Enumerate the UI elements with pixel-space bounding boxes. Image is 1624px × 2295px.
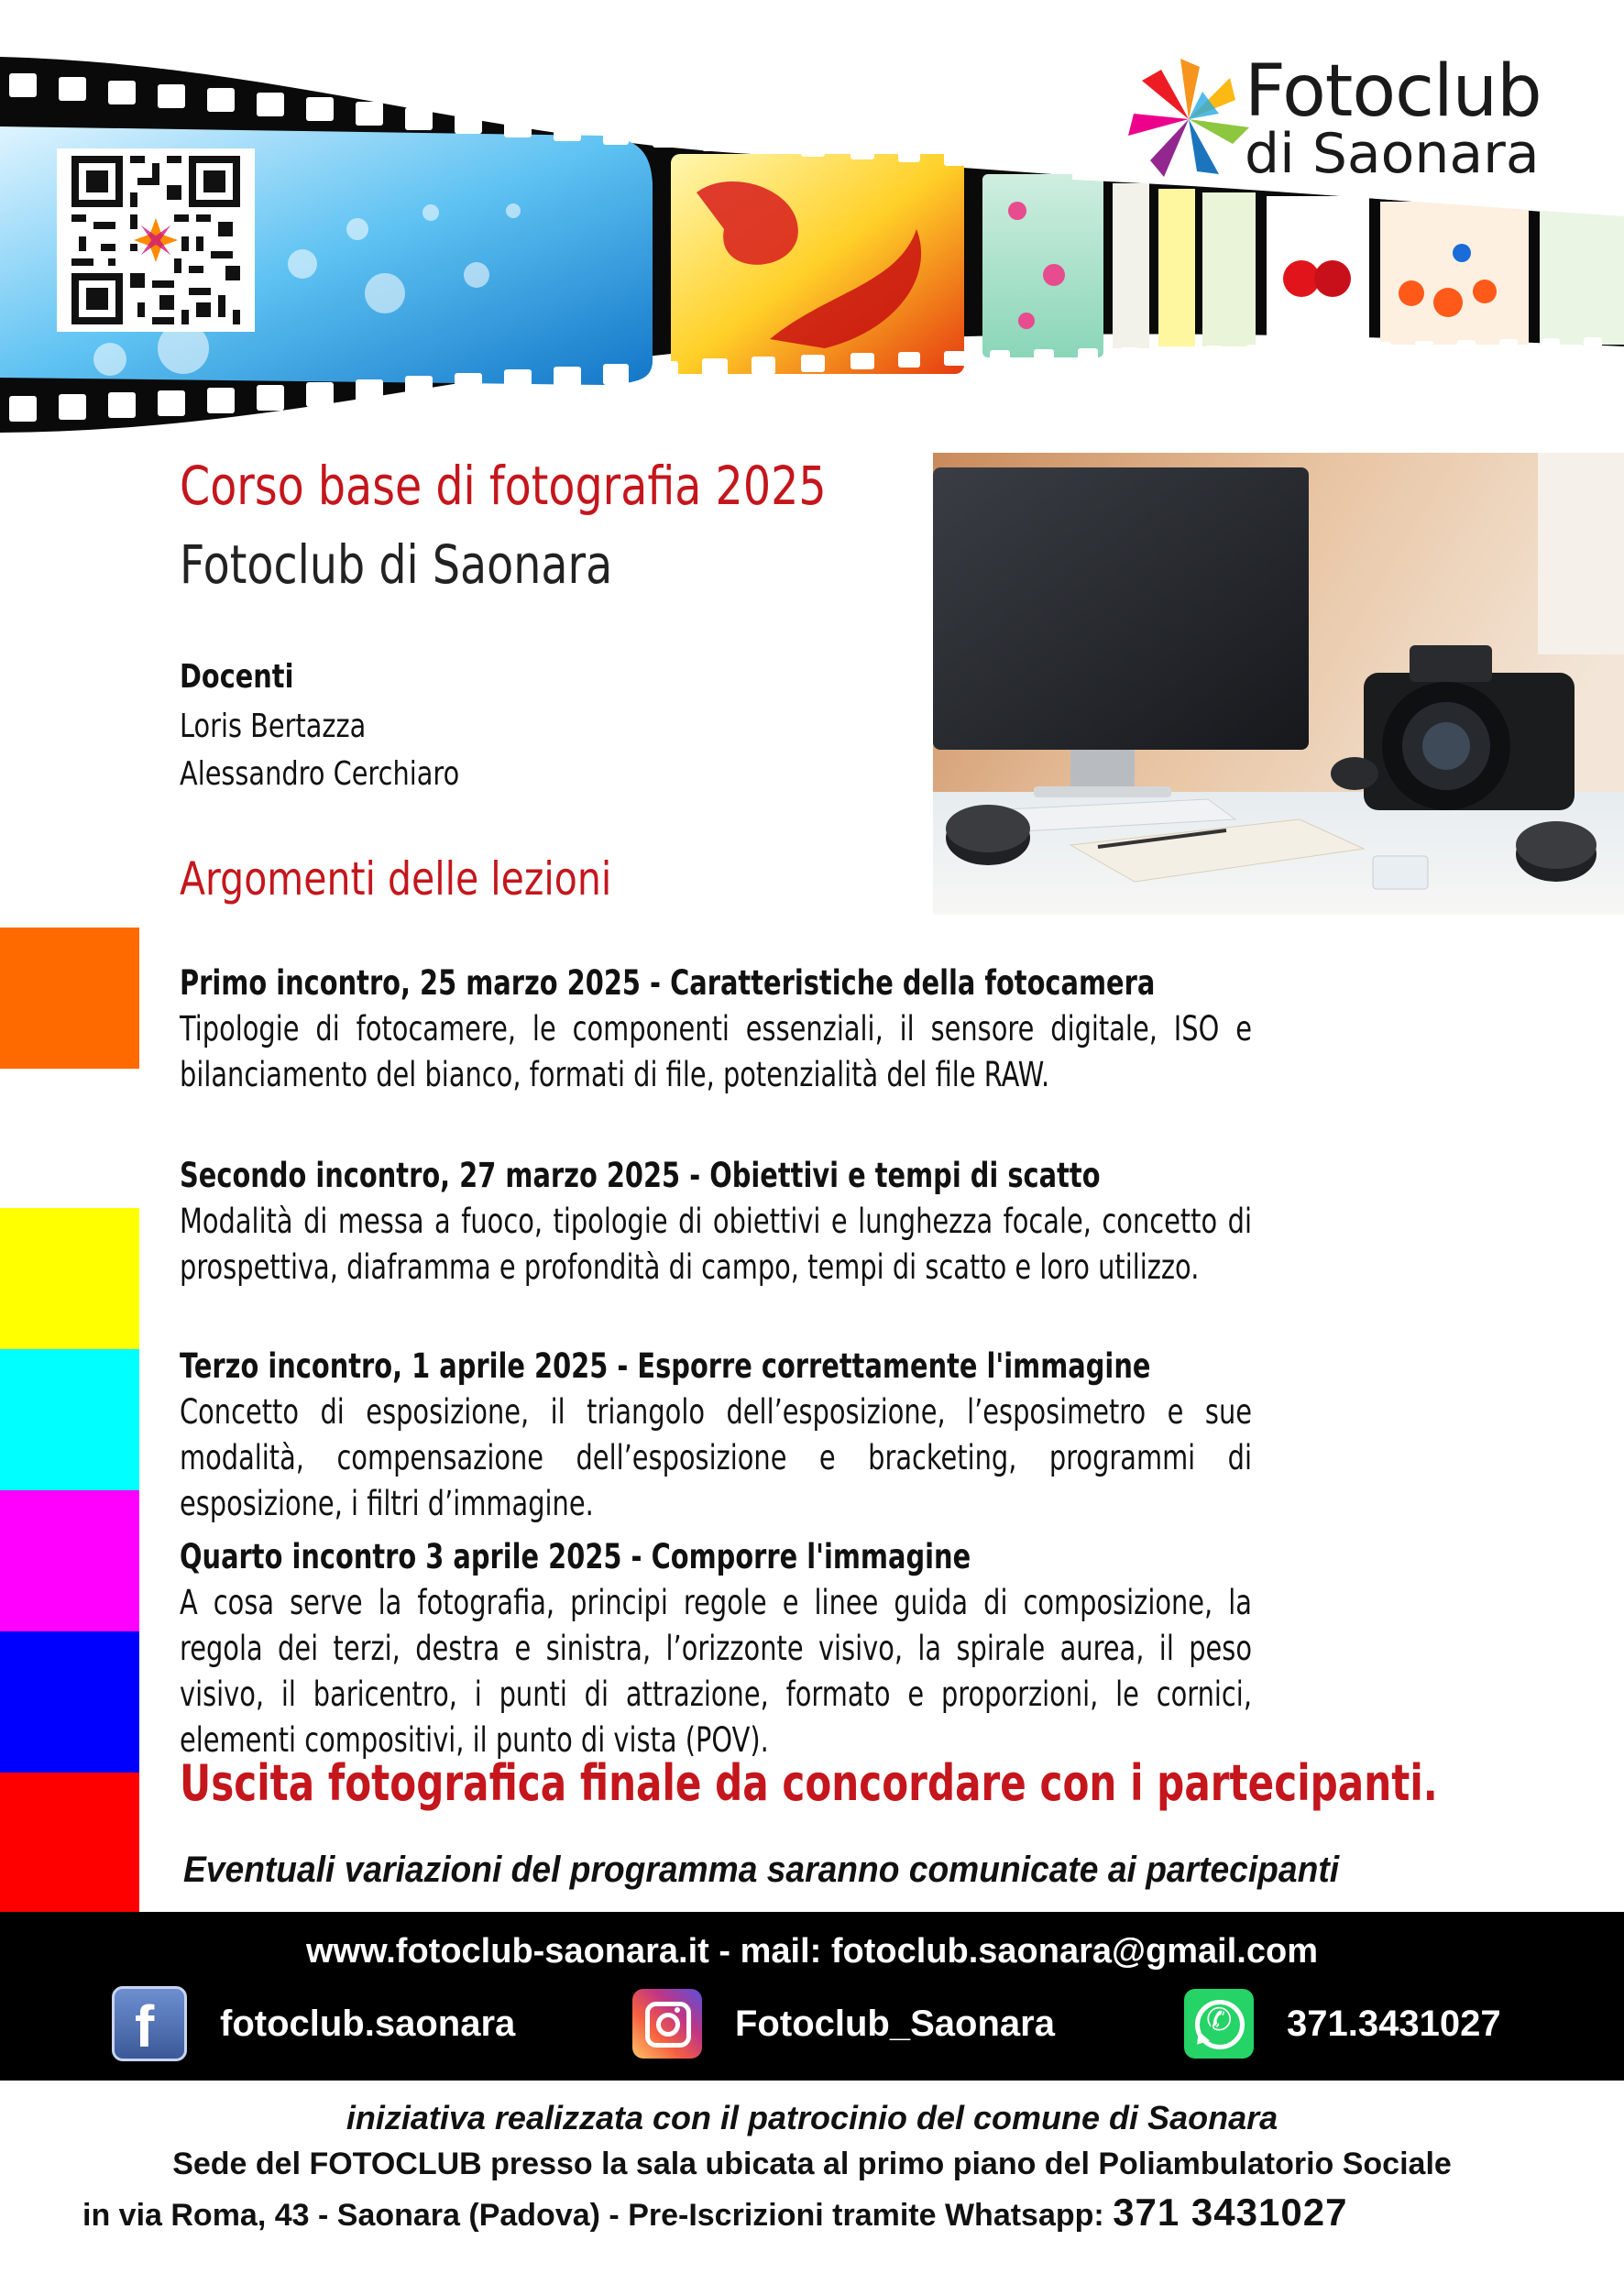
whatsapp-link[interactable] [1184,1987,1501,2060]
instagram-handle: Fotoclub_Saonara [735,2003,1055,2044]
teacher-name: Loris Bertazza [180,708,367,745]
venue-address: in via Roma, 43 - Saonara (Padova) - [82,2198,629,2233]
course-subtitle: Fotoclub di Saonara [180,533,613,596]
teachers-heading: Docenti [180,658,294,696]
lesson-description: Tipologie di fotocamere, le componenti essenziali, il sensore digitale, ISO e bilanciamento del bianco, formati di file, potenzialità del file RAW. [180,1009,1252,1094]
lesson-1 [180,961,1463,1098]
preregistration-label: Pre-Iscrizioni tramite Whatsapp: [628,2198,1114,2233]
lesson-description: Modalità di messa a fuoco, tipologie di obiettivi e lunghezza focale, concetto di prospettiva, diaframma e profondità di campo, tempi di scatto e loro utilizzo. [180,1202,1252,1287]
color-stripe-yellow [0,1208,139,1349]
color-stripe-cyan [0,1349,139,1490]
lesson-title: Terzo incontro, 1 aprile 2025 - Esporre correttamente l'immagine [180,1346,1151,1386]
venue-line-2 [82,2191,1347,2235]
variations-note: Eventuali variazioni del programma saranno comunicate ai partecipanti [183,1850,1340,1890]
star-logo-icon [1120,50,1257,188]
whatsapp-icon: ✆ [1184,1989,1254,2059]
desk-camera-photo [933,453,1624,915]
instagram-icon [632,1989,702,2059]
lesson-description: Concetto di esposizione, il triangolo dell’esposizione, l’esposimetro e sue modalità, compensazione dell’esposizione e bracketing, programmi di esposizione, i filtri d’immagine. [180,1392,1252,1523]
fotoclub-logo [1120,50,1615,188]
lesson-title: Primo incontro, 25 marzo 2025 - Caratteristiche della fotocamera [180,963,1156,1003]
color-stripe-orange [0,928,139,1069]
whatsapp-number: 371.3431027 [1287,2003,1501,2044]
lesson-3 [180,1344,1463,1527]
logo-line-1: Fotoclub [1245,50,1542,133]
logo-line-2: di Saonara [1245,122,1540,186]
color-stripe-red [0,1773,139,1912]
lesson-title: Quarto incontro 3 aprile 2025 - Comporre l'immagine [180,1537,971,1576]
patronage-note: iniziativa realizzata con il patrocinio del comune di Saonara [346,2099,1278,2136]
topics-heading: Argomenti delle lezioni [180,852,612,906]
website-and-email[interactable]: www.fotoclub-saonara.it - mail: fotoclub.saonara@gmail.com [305,1932,1318,1971]
lesson-title: Secondo incontro, 27 marzo 2025 - Obiettivi e tempi di scatto [180,1156,1101,1195]
teacher-name: Alessandro Cerchiaro [180,755,460,793]
facebook-handle: fotoclub.saonara [220,2003,516,2044]
final-outing-note: Uscita fotografica finale da concordare con i partecipanti. [180,1754,1438,1812]
facebook-icon: f [112,1986,187,2061]
qr-code[interactable] [57,148,255,332]
facebook-link[interactable] [112,1987,515,2060]
instagram-link[interactable] [632,1987,1055,2060]
lesson-4 [180,1534,1463,1763]
venue-line-1: Sede del FOTOCLUB presso la sala ubicata al primo piano del Poliambulatorio Sociale [172,2147,1452,2181]
lesson-2 [180,1153,1463,1290]
color-stripe-magenta [0,1490,139,1631]
color-stripe-blue [0,1631,139,1773]
contact-band [0,1912,1624,2081]
course-title: Corso base di fotografia 2025 [180,455,827,517]
lesson-description: A cosa serve la fotografia, principi regole e linee guida di composizione, la regola dei terzi, destra e sinistra, l’orizzonte visivo, la spirale aurea, il peso visivo, il baricentro, i punti di attrazione, formato e proporzioni, le cornici, elementi compositivi, il punto di vista (POV). [180,1583,1252,1760]
preregistration-phone[interactable]: 371 3431027 [1113,2191,1348,2234]
